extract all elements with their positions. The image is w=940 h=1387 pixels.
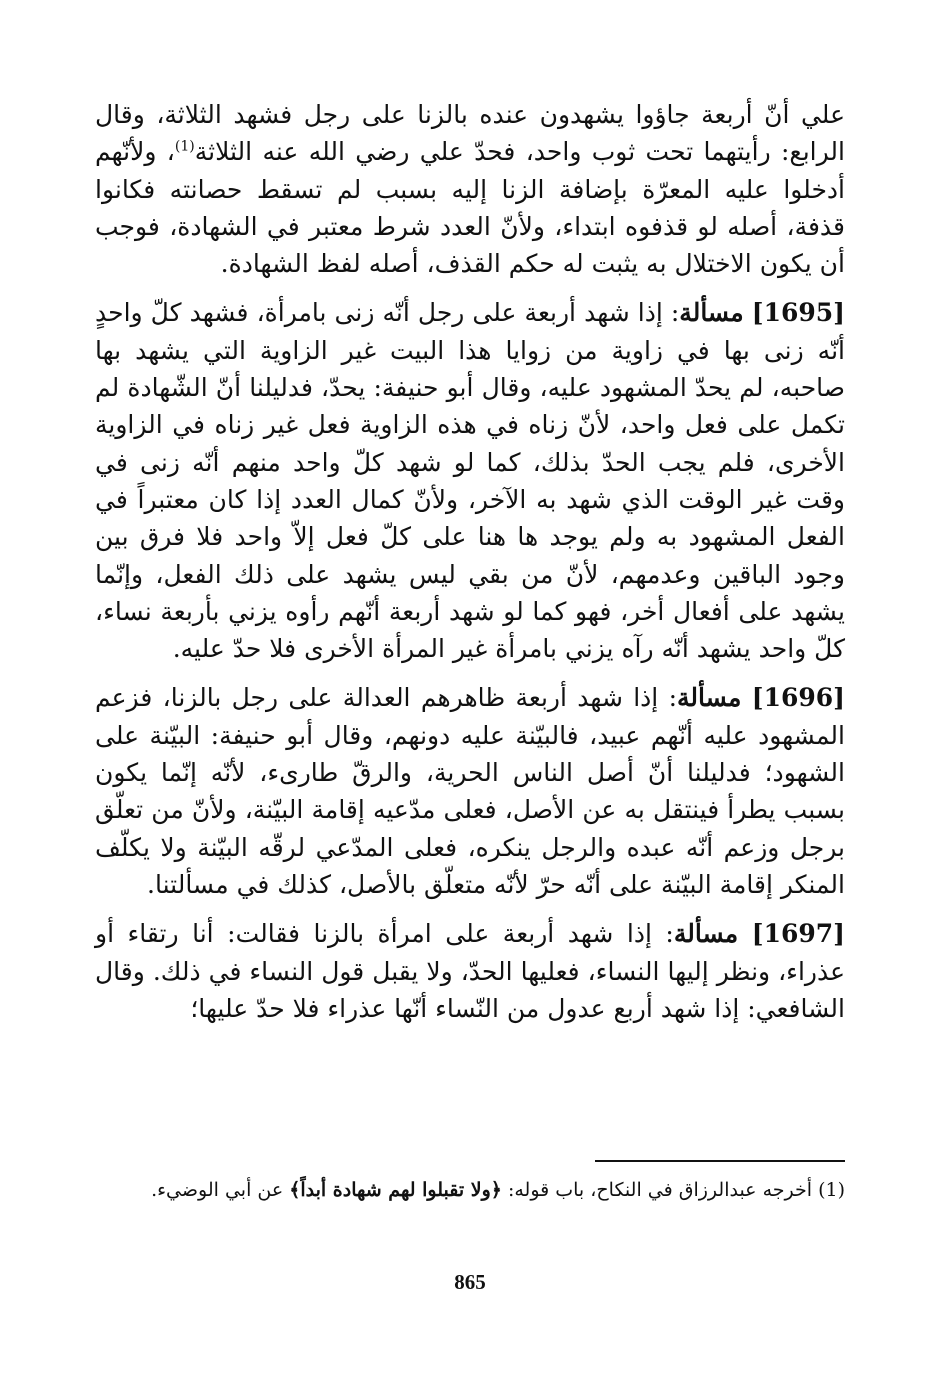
footnote-separator — [595, 1160, 845, 1162]
footnote-quran-quote: ﴿ولا تقبلوا لهم شهادة أبداً﴾ — [289, 1179, 502, 1201]
issue-number: [1695] — [751, 298, 846, 328]
intro-text-1: علي أنّ أربعة جاؤوا يشهدون عنده بالزنا على رجل فشهد الثلاثة، وقال الرابع: رأيتهما تحت ثوب واحد، فحدّ علي رضي الله عنه الثلاثة — [95, 100, 845, 167]
footnote-text-before: أخرجه عبدالرزاق في النكاح، باب قوله: — [507, 1179, 813, 1201]
issue-1695 — [95, 294, 845, 667]
issue-number: [1696] — [751, 683, 845, 713]
footnote-marker: (1) — [818, 1179, 845, 1201]
issue-text: : إذا شهد أربعة ظاهرهم العدالة على رجل بالزنا، فزعم المشهود عليه أنّهم عبيد، فالبيّنة عليه دونهم، وقال أبو حنيفة: البيّنة على الشهود؛ فدليلنا أنّ أصل الناس الحرية، والرقّ طارىء، لأنّه إنّما يكون بسبب يطرأ فينتقل به عن الأصل، فعلى مدّعيه إقامة البيّنة، ولأنّ من تعلّق برجل وزعم أنّه عبده والرجل ينكره، فعلى المدّعي لرقّه البيّنة ولا يكلّف المنكر إقامة البيّنة على أنّه حرّ لأنّه متعلّق بالأصل، كذلك في مسألتنا. — [95, 683, 845, 899]
issue-number: [1697] — [751, 919, 846, 949]
main-text — [95, 96, 845, 1039]
footnote-reference[interactable]: (1) — [174, 138, 195, 155]
issue-label: مسألة — [677, 683, 742, 713]
issue-label: مسألة — [679, 298, 744, 328]
issue-1696 — [95, 679, 845, 903]
issue-text: : إذا شهد أربعة على رجل أنّه زنى بامرأة، فشهد كلّ واحدٍ أنّه زنى بها في زاوية من زوايا هذا البيت غير الزاوية التي يشهد بها صاحبه، لم يحدّ المشهود عليه، وقال أبو حنيفة: يحدّ، فدليلنا أنّ الشّهادة لم تكمل على فعل واحد، لأنّ زناه في هذه الزاوية فعل غير زناه في الزاوية الأخرى، فلم يجب الحدّ بذلك، كما لو شهد كلّ واحد منهم أنّه زنى في وقت غير الوقت الذي شهد به الآخر، ولأنّ كمال العدد إذا كان معتبراً في الفعل المشهود به ولم يوجد ها هنا على كلّ فعل إلاّ واحد فلا فرق بين وجود الباقين وعدمهم، لأنّ من بقي ليس يشهد على ذلك الفعل، وإنّما يشهد على أفعال أخر، فهو كما لو شهد أربعة أنّهم رأوه يزني بأربعة نساء، كلّ واحد يشهد أنّه رآه يزني بامرأة غير المرأة الأخرى فلا حدّ عليه. — [95, 298, 845, 664]
footnote-text-after: عن أبي الوضيء. — [151, 1179, 284, 1201]
issue-text: : إذا شهد أربعة على امرأة بالزنا فقالت: أنا رتقاء أو عذراء، ونظر إليها النساء، فعليها الحدّ، ولا يقبل قول النساء في ذلك. وقال الشافعي: إذا شهد أربع عدول من النّساء أنّها عذراء فلا حدّ عليها؛ — [95, 919, 845, 1023]
intro-text-2: ، ولأنّهم أدخلوا عليه المعرّة بإضافة الزنا إليه بسبب لم تسقط حصانته فكانوا قذفة، أصله لو قذفوه ابتداء، ولأنّ العدد شرط معتبر في الشهادة، فوجب أن يكون الاختلال به يثبت له حكم القذف، أصله لفظ الشهادة. — [95, 137, 845, 279]
issue-1697 — [95, 915, 845, 1027]
footnote — [95, 1172, 845, 1208]
intro-paragraph — [95, 96, 845, 282]
issue-label: مسألة — [673, 919, 739, 949]
page-number: 865 — [454, 1270, 486, 1294]
